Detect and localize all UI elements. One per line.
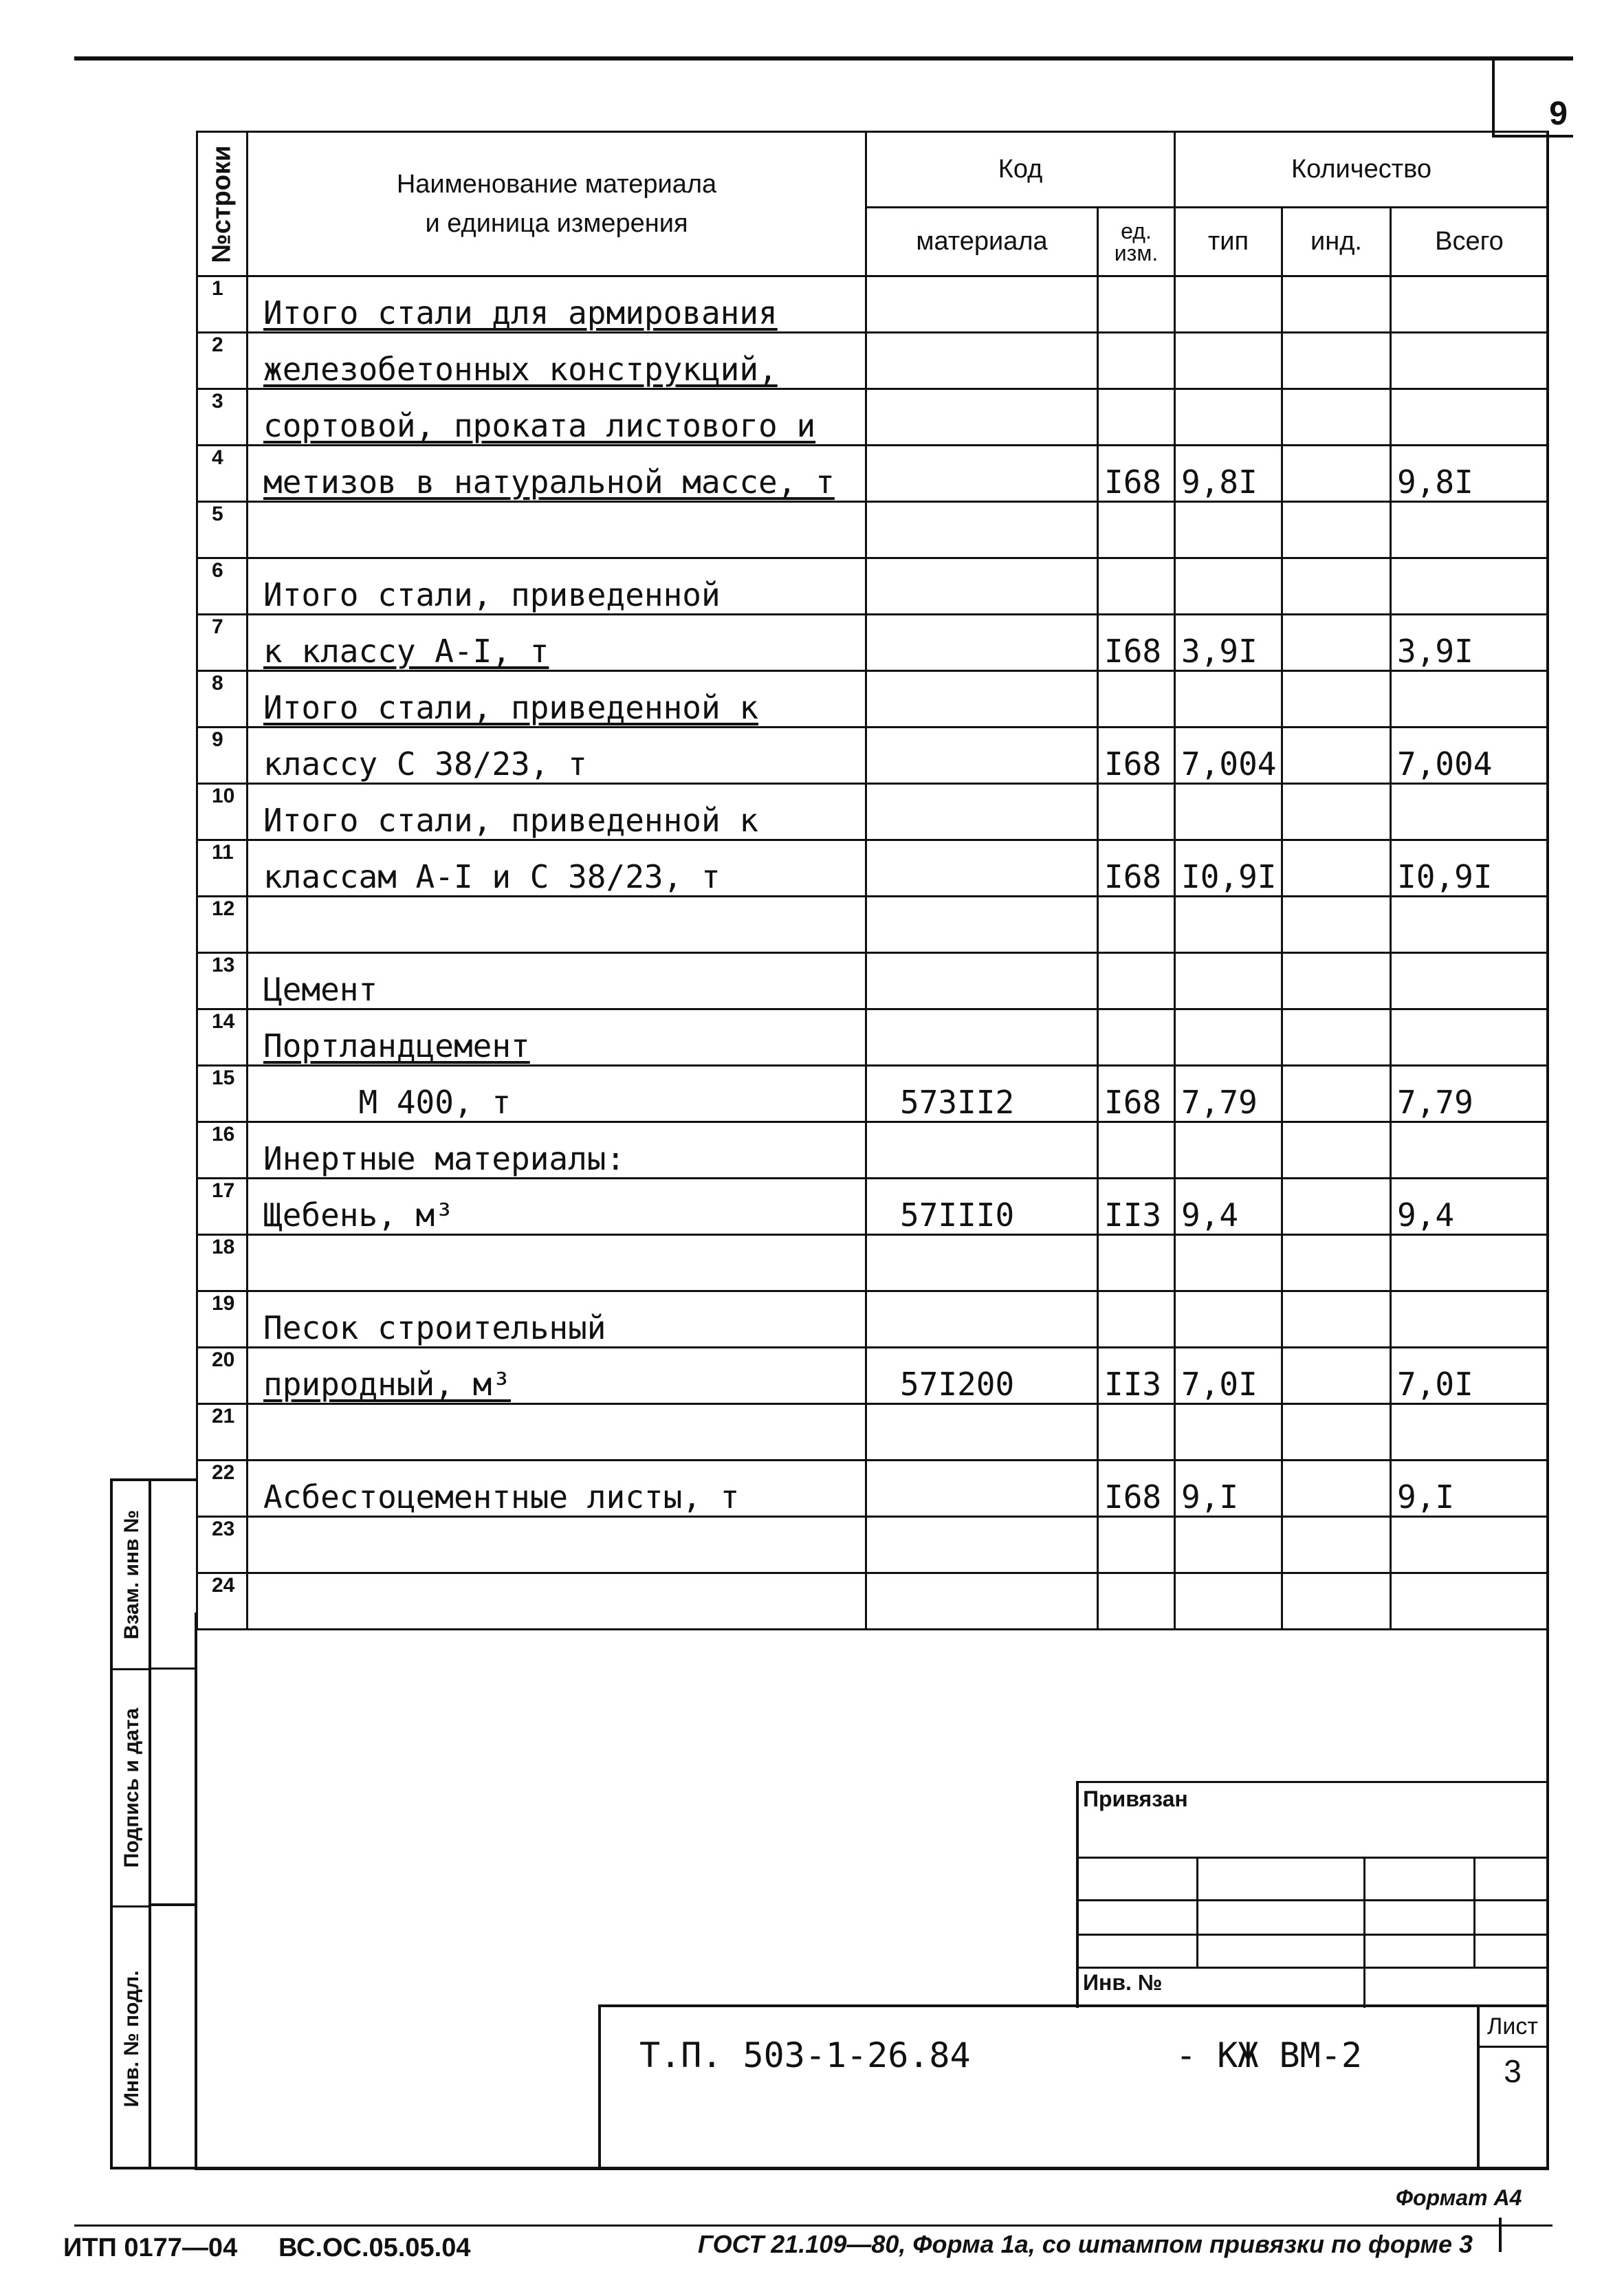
unit-code: [1098, 502, 1175, 558]
qty-type: [1175, 333, 1282, 389]
row-number: 6: [197, 558, 248, 615]
table-row: [197, 1066, 1548, 1122]
qty-total: [1391, 1291, 1548, 1348]
row-number: 21: [197, 1404, 248, 1461]
material-code: [866, 333, 1098, 389]
header-ind: инд.: [1282, 208, 1391, 276]
table-row: [197, 1122, 1548, 1179]
row-number: 1: [197, 276, 248, 333]
qty-ind: [1282, 1404, 1391, 1461]
qty-type: [1175, 671, 1282, 728]
qty-type: [1175, 502, 1282, 558]
qty-ind: [1282, 1573, 1391, 1630]
sheet-value: 3: [1504, 2053, 1522, 2089]
footer-rule: [74, 2224, 1552, 2227]
footer-series-code: ВС.ОС.05.05.04: [278, 2233, 471, 2262]
material-name: Итого стали, приведенной к: [248, 784, 866, 840]
unit-code: [1098, 389, 1175, 446]
qty-total: [1391, 558, 1548, 615]
material-name: Итого стали, приведенной к: [248, 671, 866, 728]
footer-itp-code: ИТП 0177—04: [63, 2233, 238, 2262]
material-name: Инертные материалы:: [248, 1122, 866, 1179]
material-code: [866, 728, 1098, 784]
table-row: [197, 1235, 1548, 1291]
qty-type: [1175, 1404, 1282, 1461]
qty-ind: [1282, 1235, 1391, 1291]
qty-total: [1391, 276, 1548, 333]
inv-number-label: Инв. №: [1083, 1970, 1163, 1995]
qty-ind: [1282, 615, 1391, 671]
row-number: 7: [197, 615, 248, 671]
sheet-label: Лист: [1487, 2013, 1538, 2040]
material-name: Асбестоцементные листы, т: [248, 1461, 866, 1517]
qty-total: 7,004: [1391, 728, 1548, 784]
table-row: [197, 953, 1548, 1009]
header-row-number: №строки: [197, 132, 248, 276]
table-row: [197, 1573, 1548, 1630]
unit-code: [1098, 1291, 1175, 1348]
unit-code: [1098, 558, 1175, 615]
qty-type: 3,9I: [1175, 615, 1282, 671]
qty-total: [1391, 1235, 1548, 1291]
binding-stamp: [1076, 1781, 1549, 2008]
qty-ind: [1282, 671, 1391, 728]
unit-code: [1098, 333, 1175, 389]
table-row: [197, 502, 1548, 558]
qty-ind: [1282, 728, 1391, 784]
material-code: 57III0: [866, 1179, 1098, 1235]
qty-ind: [1282, 840, 1391, 897]
row-number: 2: [197, 333, 248, 389]
table-row: [197, 276, 1548, 333]
table-row: [197, 1291, 1548, 1348]
material-code: [866, 1461, 1098, 1517]
header-unit: ед. изм.: [1098, 208, 1175, 276]
table-row: [197, 1179, 1548, 1235]
unit-code: [1098, 897, 1175, 953]
material-name: к классу А-I, т: [248, 615, 866, 671]
header-total: Всего: [1391, 208, 1548, 276]
material-name: [248, 1235, 866, 1291]
title-doc-number: Т.П. 503-1-26.84: [639, 2035, 971, 2075]
material-code: [866, 1573, 1098, 1630]
material-code: [866, 671, 1098, 728]
materials-table: [196, 131, 1549, 1630]
material-name: природный, м³: [248, 1348, 866, 1404]
material-name: [248, 897, 866, 953]
qty-total: 9,8I: [1391, 446, 1548, 502]
material-name: классам А-I и С 38/23, т: [248, 840, 866, 897]
unit-code: II3: [1098, 1348, 1175, 1404]
qty-type: [1175, 558, 1282, 615]
unit-code: I68: [1098, 1066, 1175, 1122]
row-number: 24: [197, 1573, 248, 1630]
row-number: 16: [197, 1122, 248, 1179]
row-number: 10: [197, 784, 248, 840]
table-row: [197, 1009, 1548, 1066]
material-code: 57I200: [866, 1348, 1098, 1404]
unit-code: [1098, 953, 1175, 1009]
material-code: [866, 558, 1098, 615]
unit-code: [1098, 1404, 1175, 1461]
material-name: классу С 38/23, т: [248, 728, 866, 784]
qty-ind: [1282, 333, 1391, 389]
row-number: 12: [197, 897, 248, 953]
qty-type: [1175, 389, 1282, 446]
unit-code: I68: [1098, 1461, 1175, 1517]
table-row: [197, 840, 1548, 897]
qty-type: [1175, 784, 1282, 840]
qty-total: [1391, 784, 1548, 840]
material-code: [866, 1291, 1098, 1348]
material-name: Итого стали для армирования: [248, 276, 866, 333]
unit-code: [1098, 671, 1175, 728]
row-number: 9: [197, 728, 248, 784]
material-code: [866, 840, 1098, 897]
qty-total: [1391, 1573, 1548, 1630]
qty-type: 7,004: [1175, 728, 1282, 784]
table-row: [197, 389, 1548, 446]
qty-ind: [1282, 276, 1391, 333]
side-stamp-inv-podl: Инв. № подл.: [120, 1969, 143, 2108]
row-number: 17: [197, 1179, 248, 1235]
table-row: [197, 446, 1548, 502]
qty-total: [1391, 502, 1548, 558]
material-name: Щебень, м³: [248, 1179, 866, 1235]
material-name: М 400, т: [248, 1066, 866, 1122]
row-number: 19: [197, 1291, 248, 1348]
material-name: Песок строительный: [248, 1291, 866, 1348]
sheet-box-line: [1477, 2046, 1549, 2048]
row-number: 14: [197, 1009, 248, 1066]
qty-type: [1175, 897, 1282, 953]
qty-ind: [1282, 1348, 1391, 1404]
title-doc-code: - КЖ ВМ-2: [1176, 2035, 1362, 2075]
top-border-line: [74, 56, 1573, 61]
material-name: Итого стали, приведенной: [248, 558, 866, 615]
qty-ind: [1282, 1179, 1391, 1235]
material-code: [866, 446, 1098, 502]
row-number: 23: [197, 1517, 248, 1573]
qty-type: [1175, 953, 1282, 1009]
qty-type: 9,4: [1175, 1179, 1282, 1235]
qty-ind: [1282, 389, 1391, 446]
table-row: [197, 1517, 1548, 1573]
unit-code: I68: [1098, 840, 1175, 897]
qty-total: 3,9I: [1391, 615, 1548, 671]
qty-total: [1391, 1517, 1548, 1573]
row-number: 4: [197, 446, 248, 502]
format-label: Формат А4: [1396, 2185, 1522, 2210]
header-code: Код: [866, 132, 1175, 208]
side-stamp-vzam: Взам. инв №: [113, 1481, 151, 1670]
qty-ind: [1282, 1461, 1391, 1517]
material-code: [866, 1404, 1098, 1461]
row-number: 11: [197, 840, 248, 897]
row-number: 13: [197, 953, 248, 1009]
format-line: [1499, 2218, 1502, 2252]
unit-code: [1098, 784, 1175, 840]
title-block: [598, 2004, 1549, 2169]
qty-ind: [1282, 446, 1391, 502]
material-code: [866, 1235, 1098, 1291]
unit-code: I68: [1098, 615, 1175, 671]
qty-type: [1175, 1009, 1282, 1066]
qty-type: [1175, 1291, 1282, 1348]
material-name: [248, 1404, 866, 1461]
table-row: [197, 671, 1548, 728]
side-stamp-divider: [149, 1478, 151, 2169]
qty-type: 7,79: [1175, 1066, 1282, 1122]
table-row: [197, 1461, 1548, 1517]
side-stamp-podpis: Подпись и дата: [113, 1670, 151, 1907]
side-stamp-line: [149, 1903, 197, 1906]
side-stamp-frame: [110, 1478, 196, 2169]
row-number: 22: [197, 1461, 248, 1517]
unit-code: I68: [1098, 728, 1175, 784]
qty-total: [1391, 671, 1548, 728]
qty-ind: [1282, 784, 1391, 840]
qty-total: 9,I: [1391, 1461, 1548, 1517]
table-row: [197, 728, 1548, 784]
header-quantity: Количество: [1175, 132, 1548, 208]
table-row: [197, 615, 1548, 671]
qty-ind: [1282, 1291, 1391, 1348]
table-row: [197, 897, 1548, 953]
qty-total: [1391, 897, 1548, 953]
qty-ind: [1282, 1066, 1391, 1122]
side-stamp-line: [149, 1668, 197, 1670]
material-name: сортовой, проката листового и: [248, 389, 866, 446]
material-name: [248, 1517, 866, 1573]
qty-type: I0,9I: [1175, 840, 1282, 897]
row-number: 3: [197, 389, 248, 446]
qty-type: 7,0I: [1175, 1348, 1282, 1404]
qty-type: [1175, 276, 1282, 333]
qty-ind: [1282, 1517, 1391, 1573]
qty-total: [1391, 333, 1548, 389]
qty-ind: [1282, 897, 1391, 953]
qty-ind: [1282, 502, 1391, 558]
material-code: [866, 615, 1098, 671]
material-name: Портландцемент: [248, 1009, 866, 1066]
qty-total: [1391, 953, 1548, 1009]
table-row: [197, 333, 1548, 389]
material-code: [866, 502, 1098, 558]
qty-type: [1175, 1517, 1282, 1573]
qty-total: [1391, 1404, 1548, 1461]
qty-total: 7,0I: [1391, 1348, 1548, 1404]
material-code: [866, 953, 1098, 1009]
qty-type: [1175, 1235, 1282, 1291]
binding-stamp-label: Привязан: [1083, 1786, 1188, 1811]
material-code: [866, 1122, 1098, 1179]
qty-ind: [1282, 1009, 1391, 1066]
frame-left: [195, 1612, 197, 2169]
material-code: [866, 784, 1098, 840]
qty-total: I0,9I: [1391, 840, 1548, 897]
qty-total: [1391, 1122, 1548, 1179]
row-number: 5: [197, 502, 248, 558]
table-row: [197, 558, 1548, 615]
qty-ind: [1282, 953, 1391, 1009]
material-code: [866, 1009, 1098, 1066]
unit-code: I68: [1098, 446, 1175, 502]
material-name: [248, 1573, 866, 1630]
qty-total: [1391, 389, 1548, 446]
qty-type: [1175, 1573, 1282, 1630]
table-row: [197, 1404, 1548, 1461]
qty-total: 7,79: [1391, 1066, 1548, 1122]
unit-code: [1098, 1517, 1175, 1573]
qty-type: 9,8I: [1175, 446, 1282, 502]
material-code: [866, 389, 1098, 446]
qty-type: [1175, 1122, 1282, 1179]
material-code: [866, 1517, 1098, 1573]
row-number: 18: [197, 1235, 248, 1291]
unit-code: [1098, 1235, 1175, 1291]
header-material: материала: [866, 208, 1098, 276]
unit-code: [1098, 276, 1175, 333]
qty-total: 9,4: [1391, 1179, 1548, 1235]
qty-total: [1391, 1009, 1548, 1066]
unit-code: [1098, 1009, 1175, 1066]
unit-code: II3: [1098, 1179, 1175, 1235]
qty-type: 9,I: [1175, 1461, 1282, 1517]
unit-code: [1098, 1573, 1175, 1630]
material-name: метизов в натуральной массе, т: [248, 446, 866, 502]
material-code: [866, 897, 1098, 953]
material-name: Цемент: [248, 953, 866, 1009]
table-row: [197, 1348, 1548, 1404]
header-name: Наименование материала и единица измерения: [248, 132, 866, 276]
qty-ind: [1282, 558, 1391, 615]
unit-code: [1098, 1122, 1175, 1179]
sheet-number: 9: [1549, 96, 1568, 132]
footer-gost: ГОСТ 21.109—80, Форма 1а, со штампом привязки по форме 3: [698, 2230, 1473, 2258]
material-code: 573II2: [866, 1066, 1098, 1122]
row-number: 15: [197, 1066, 248, 1122]
material-name: [248, 502, 866, 558]
row-number: 8: [197, 671, 248, 728]
material-code: [866, 276, 1098, 333]
material-name: железобетонных конструкций,: [248, 333, 866, 389]
row-number: 20: [197, 1348, 248, 1404]
header-type: тип: [1175, 208, 1282, 276]
table-row: [197, 784, 1548, 840]
qty-ind: [1282, 1122, 1391, 1179]
